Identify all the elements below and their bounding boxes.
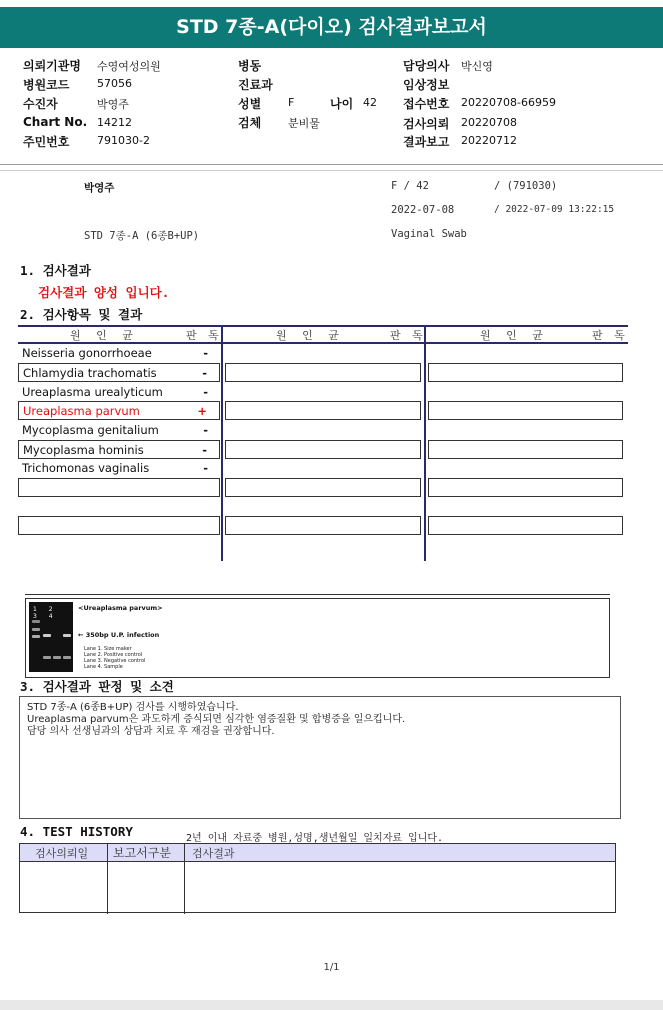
gel-note: Lane 1. Size maker — [84, 646, 132, 652]
chart-label: Chart No. — [23, 115, 88, 129]
empty-cell — [225, 478, 421, 497]
organism-result: - — [202, 443, 207, 457]
empty-cell — [225, 401, 421, 420]
history-col-report-type: 보고서구분 — [113, 846, 171, 860]
organism-result: - — [203, 461, 208, 475]
header-divider-2 — [0, 170, 663, 171]
gel-top-line — [25, 594, 610, 595]
empty-cell — [18, 516, 220, 535]
ward-label: 병동 — [238, 59, 262, 73]
patient-value: 박영주 — [97, 98, 129, 111]
organism-name: Neisseria gonorrhoeae — [22, 346, 152, 360]
col-result-1: 판 독 — [186, 329, 223, 342]
empty-cell — [428, 440, 623, 459]
result-row-7 — [18, 459, 220, 478]
chart-value: 14212 — [97, 116, 132, 129]
gel-note: Lane 3. Negative control — [84, 658, 146, 664]
gel-note: Lane 4. Sample — [84, 664, 123, 670]
organism-result: - — [202, 366, 207, 380]
report-title: STD 7종-A(다이오) 검사결과보고서 — [0, 7, 663, 48]
organism-result: - — [203, 385, 208, 399]
summary-date2: / 2022-07-09 13:22:15 — [494, 204, 615, 215]
empty-cell — [225, 516, 421, 535]
gel-band — [32, 628, 40, 631]
organism-name: Ureaplasma urealyticum — [22, 385, 163, 399]
summary-date1: 2022-07-08 — [391, 204, 455, 216]
gel-band-label: ← 350bp U.P. infection — [78, 631, 160, 639]
col-result-2: 판 독 — [390, 329, 427, 342]
age-value: 42 — [363, 96, 377, 109]
page-number: 1/1 — [323, 962, 340, 973]
empty-cell — [18, 478, 220, 497]
hospital-value: 수영여성의원 — [97, 60, 161, 73]
empty-cell — [225, 440, 421, 459]
organism-result: - — [203, 346, 208, 360]
organism-result: + — [197, 404, 207, 418]
gel-band — [43, 634, 51, 637]
gel-note: Lane 2. Positive control — [84, 652, 143, 658]
receipt-label: 접수번호 — [403, 97, 450, 111]
result-row-3 — [18, 383, 220, 402]
organism-name: Chlamydia trachomatis — [23, 366, 157, 380]
summary-birth: / (791030) — [494, 180, 558, 192]
col-organism-1: 원 인 균 — [70, 329, 139, 342]
request-value: 20220708 — [461, 116, 517, 129]
gel-band — [32, 635, 40, 638]
organism-name: Trichomonas vaginalis — [22, 461, 150, 475]
result-grid — [18, 325, 628, 561]
opinion-line: STD 7종-A (6종B+UP) 검사를 시행하였습니다. — [27, 702, 239, 713]
dept-label: 진료과 — [238, 78, 273, 92]
specimen-label: 검체 — [238, 116, 262, 130]
positive-message: 검사결과 양성 입니다. — [38, 285, 170, 300]
organism-name: Ureaplasma parvum — [23, 404, 140, 418]
history-divider — [184, 844, 185, 914]
report-date-value: 20220712 — [461, 134, 517, 147]
empty-cell — [225, 363, 421, 382]
gel-band — [32, 620, 40, 623]
section1-title: 1. 검사결과 — [20, 263, 91, 278]
grid-divider-1 — [221, 325, 223, 561]
gel-band — [63, 634, 71, 637]
summary-sex-age: F / 42 — [391, 180, 429, 192]
receipt-value: 20220708-66959 — [461, 96, 556, 109]
organism-result: - — [203, 423, 208, 437]
opinion-line: 담당 의사 선생님과의 상담과 치료 후 재검을 권장합니다. — [27, 726, 275, 737]
empty-cell — [428, 478, 623, 497]
id-label: 주민번호 — [23, 135, 70, 149]
empty-cell — [428, 516, 623, 535]
col-organism-2: 원 인 균 — [276, 329, 345, 342]
history-table — [19, 843, 616, 913]
grid-divider-2 — [424, 325, 426, 561]
specimen-value: 분비물 — [288, 117, 320, 130]
section3-title: 3. 검사결과 판정 및 소견 — [20, 679, 174, 694]
history-header-row — [20, 844, 615, 862]
result-row-6 — [18, 440, 220, 459]
result-row-2 — [18, 363, 220, 382]
sex-label: 성별 — [238, 97, 262, 111]
hospital-label: 의뢰기관명 — [23, 59, 81, 73]
empty-cell — [428, 401, 623, 420]
report-date-label: 결과보고 — [403, 135, 450, 149]
result-row-4-positive — [18, 401, 220, 420]
gel-band — [53, 656, 61, 659]
doctor-label: 담당의사 — [403, 59, 450, 73]
history-note: 2년 이내 자료중 병원,성명,생년월일 일치자료 입니다. — [186, 833, 444, 844]
doctor-value: 박신영 — [461, 60, 493, 73]
section4-title: 4. TEST HISTORY — [20, 824, 133, 839]
summary-specimen: Vaginal Swab — [391, 228, 467, 240]
history-col-request-date: 검사의뢰일 — [35, 847, 89, 860]
history-divider — [107, 844, 108, 914]
col-organism-3: 원 인 균 — [480, 329, 549, 342]
gel-image — [29, 602, 73, 672]
summary-test-name: STD 7종-A (6종B+UP) — [84, 230, 200, 242]
clinical-label: 임상정보 — [403, 78, 450, 92]
opinion-box — [19, 696, 621, 819]
gel-band — [63, 656, 71, 659]
gel-lane-numbers: 1 2 3 4 — [33, 606, 58, 620]
id-value: 791030-2 — [97, 134, 150, 147]
opinion-line: Ureaplasma parvum은 과도하게 증식되면 심각한 염증질환 및 합병증을 일으킵니다. — [27, 714, 406, 725]
organism-name: Mycoplasma hominis — [23, 443, 144, 457]
code-label: 병원코드 — [23, 78, 70, 92]
gel-panel — [25, 598, 610, 678]
organism-name: Mycoplasma genitalium — [22, 423, 159, 437]
result-row-1 — [18, 344, 220, 363]
code-value: 57056 — [97, 77, 132, 90]
bottom-bar — [0, 1000, 663, 1010]
header-divider — [0, 164, 663, 165]
age-label: 나이 — [330, 97, 354, 111]
request-label: 검사의뢰 — [403, 117, 450, 131]
sex-value: F — [288, 96, 295, 109]
summary-name: 박영주 — [84, 182, 115, 194]
empty-cell — [428, 363, 623, 382]
patient-label: 수진자 — [23, 97, 58, 111]
gel-band — [43, 656, 51, 659]
history-col-result: 검사결과 — [192, 847, 235, 860]
section2-title: 2. 검사항목 및 결과 — [20, 307, 143, 322]
result-row-5 — [18, 421, 220, 440]
col-result-3: 판 독 — [592, 329, 629, 342]
gel-title: <Ureaplasma parvum> — [78, 604, 163, 612]
